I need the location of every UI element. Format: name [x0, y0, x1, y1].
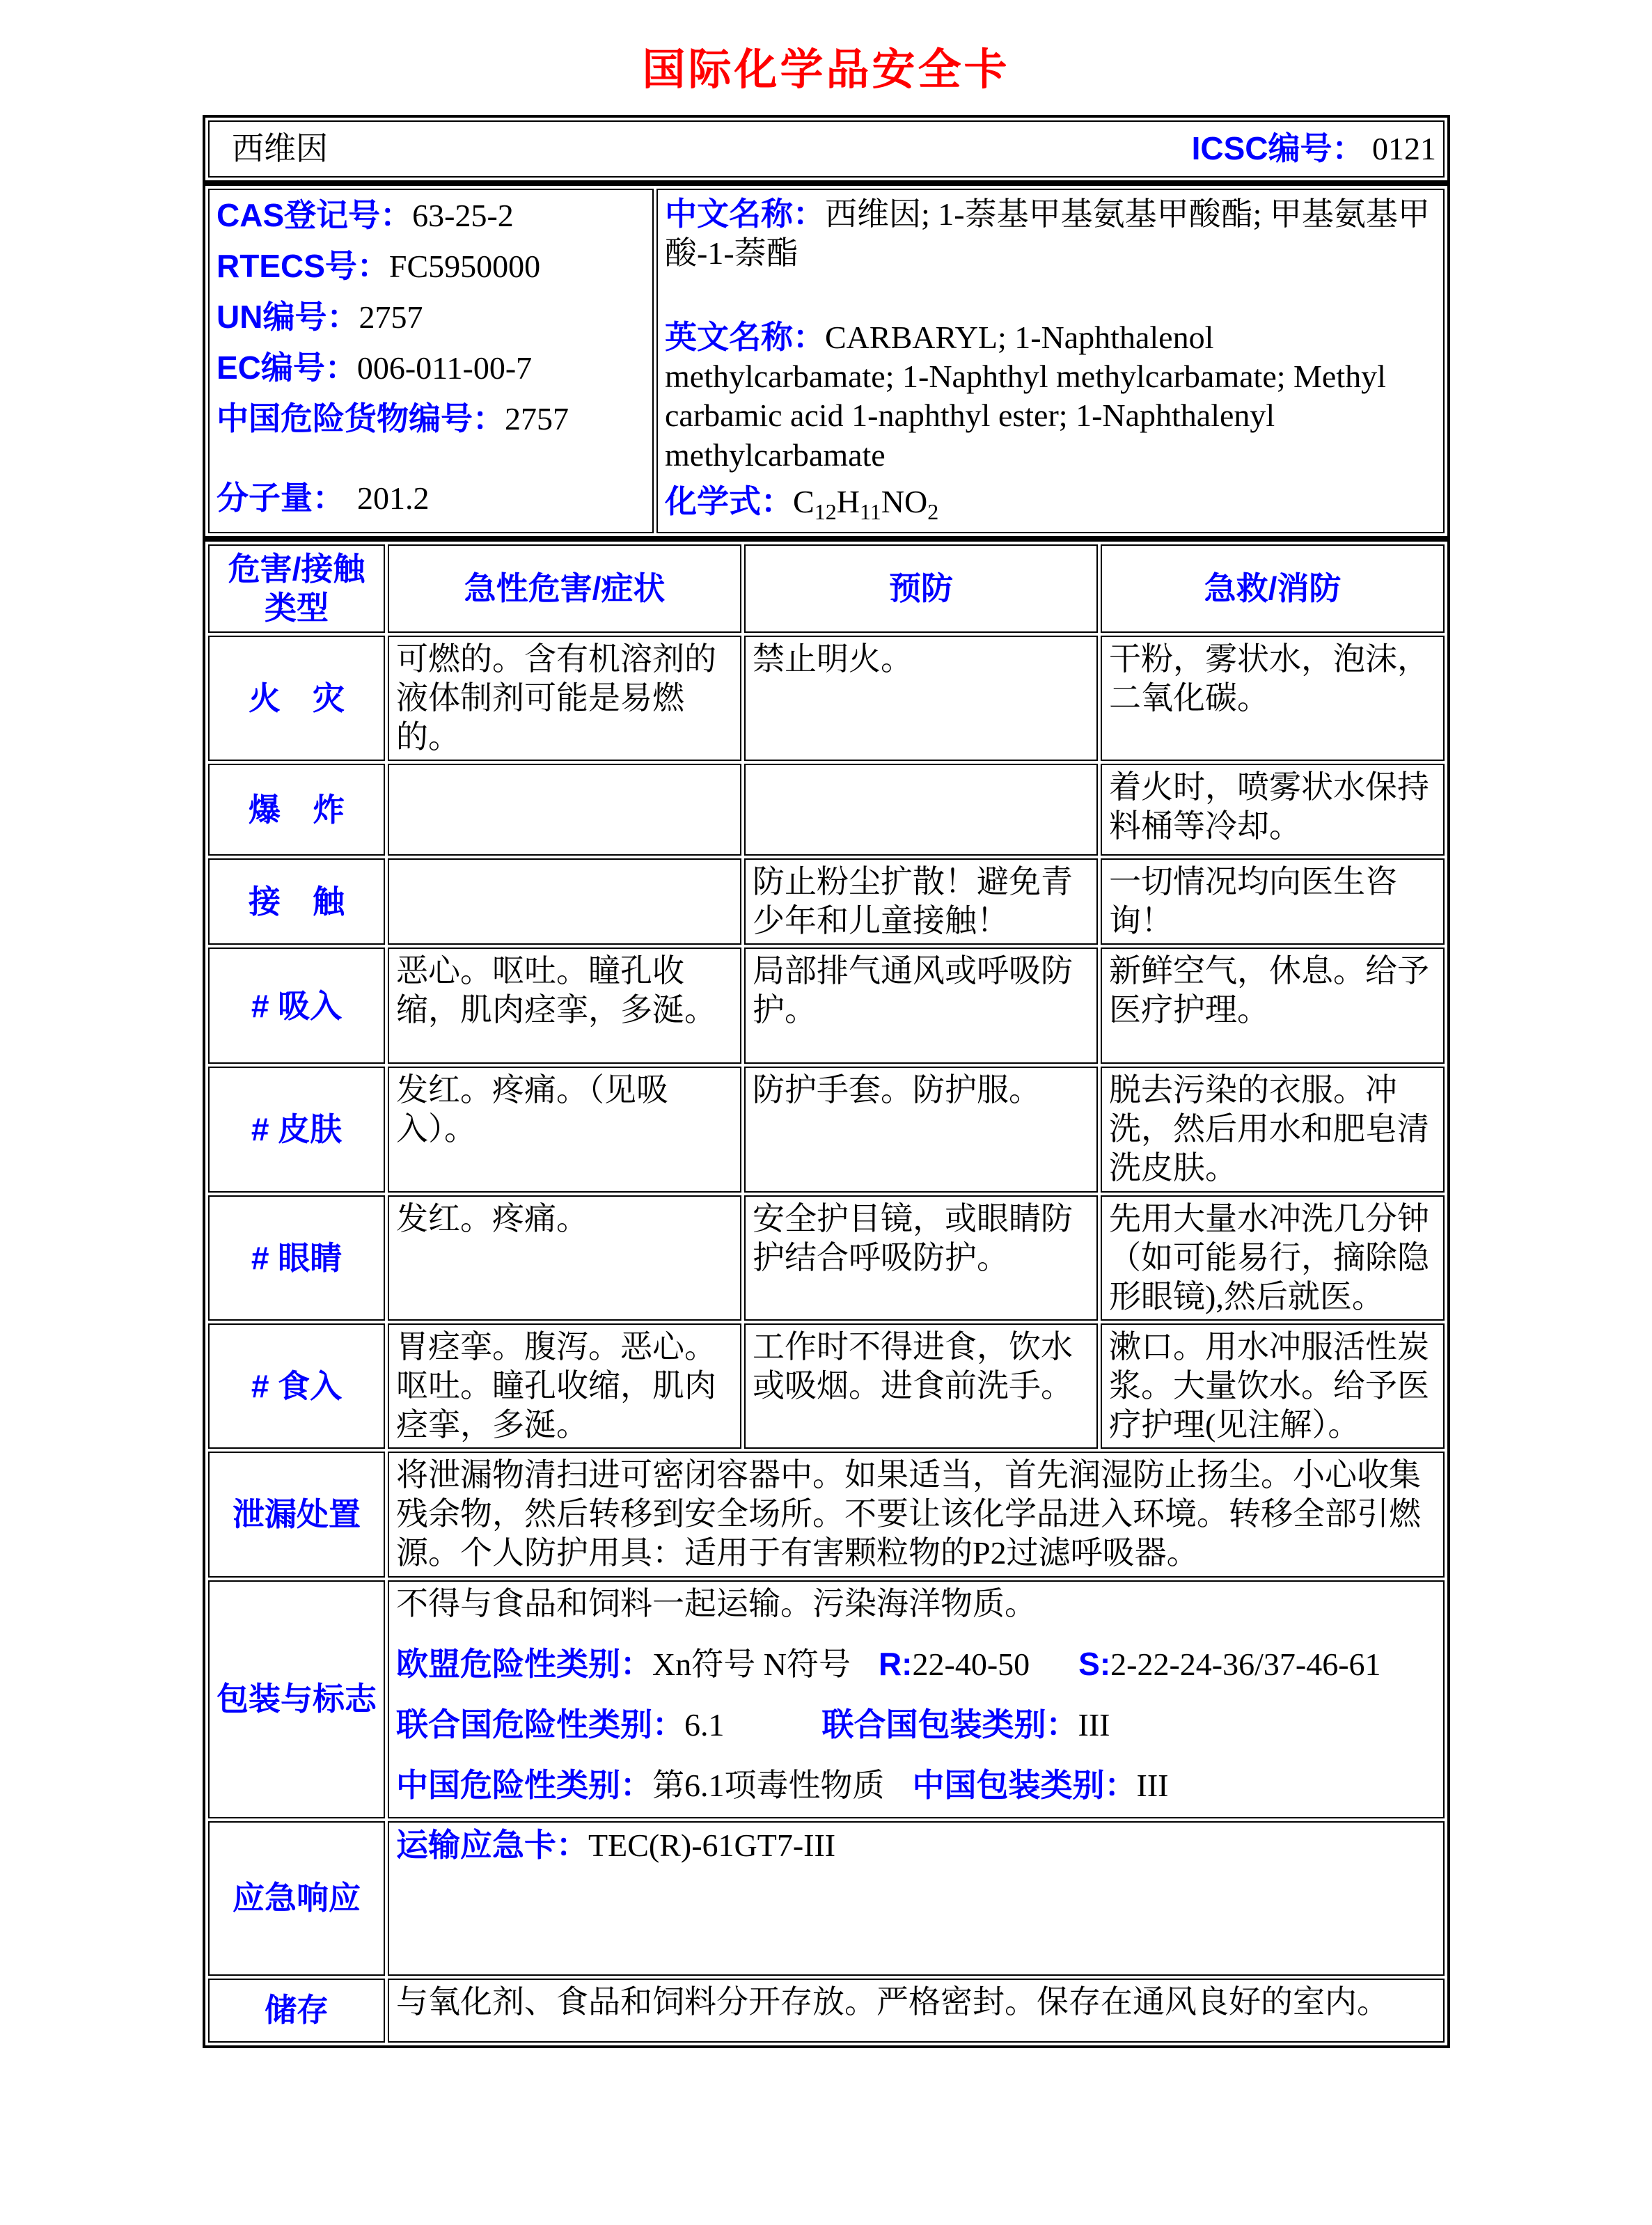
s-phrases-value: 2-22-24-36/37-46-61 [1110, 1646, 1381, 1682]
ingestion-symptoms: 胃痉挛。腹泻。恶心。呕吐。瞳孔收缩，肌肉痉挛，多涎。 [388, 1323, 741, 1449]
explosion-response: 着火时，喷雾状水保持料桶等冷却。 [1101, 764, 1445, 856]
storage-section [208, 1979, 1445, 2043]
spill-content: 将泄漏物清扫进可密闭容器中。如果适当，首先润湿防止扬尘。小心收集残余物，然后转移到安全场所。不要让该化学品进入环境。转移全部引燃源。个人防护用具：适用于有害颗粒物的P2过滤呼吸器。 [388, 1452, 1445, 1577]
header-prevention: 预防 [744, 544, 1098, 633]
row-label-skin: # 皮肤 [208, 1067, 385, 1192]
emergency-content [388, 1821, 1445, 1976]
inhalation-symptoms: 恶心。呕吐。瞳孔收缩，肌肉痉挛，多涎。 [388, 948, 741, 1064]
exposure-response: 一切情况均向医生咨询！ [1101, 858, 1445, 945]
hazard-row-inhalation [208, 948, 1445, 1064]
hazard-row-fire [208, 636, 1445, 761]
eyes-response: 先用大量水冲洗几分钟（如可能易行，摘除隐形眼镜),然后就医。 [1101, 1195, 1445, 1321]
field-value: 201.2 [357, 480, 430, 516]
header-first-aid: 急救/消防 [1101, 544, 1445, 633]
un-pack-label: 联合国包装类别： [821, 1706, 1078, 1743]
chinese-name [665, 194, 1436, 273]
hazard-row-eyes [208, 1195, 1445, 1321]
fire-response: 干粉，雾状水，泡沫，二氧化碳。 [1101, 636, 1445, 761]
field-label: RTECS号： [217, 248, 389, 285]
eu-symbols: Xn符号 N符号 [652, 1646, 851, 1682]
header-hazard-type: 危害/接触 类型 [208, 544, 385, 633]
names-cell [656, 189, 1445, 533]
english-name [665, 317, 1436, 474]
identification-section [203, 183, 1450, 539]
transport-card-value: TEC(R)-61GT7-III [588, 1827, 836, 1863]
id-field-cn-dangerous-goods [217, 399, 645, 439]
row-label-inhalation: # 吸入 [208, 948, 385, 1064]
eyes-symptoms: 发红。疼痛。 [388, 1195, 741, 1321]
id-field-ec [217, 348, 645, 388]
s-phrases-label: S: [1078, 1645, 1111, 1682]
field-label: EC编号： [217, 349, 357, 386]
chinese-name-value: 西维因; 1-萘基甲基氨基甲酸酯; 甲基氨基甲酸-1-萘酯 [665, 196, 1430, 272]
eu-class-label: 欧盟危险性类别： [396, 1645, 652, 1682]
skin-response: 脱去污染的衣服。冲洗，然后用水和肥皂清洗皮肤。 [1101, 1067, 1445, 1192]
r-phrases-label: R: [878, 1645, 913, 1682]
r-phrases-value: 22-40-50 [912, 1646, 1030, 1682]
icsc-number-group [1192, 129, 1436, 168]
formula-value: $C_{12}H_{11}NO_2$ [793, 483, 939, 524]
substance-name: 西维因 [232, 130, 328, 166]
field-value: 2757 [359, 299, 423, 336]
page-title: 国际化学品安全卡 [642, 46, 1010, 94]
packaging-eu-classification [396, 1644, 1436, 1684]
exposure-symptoms [388, 858, 741, 945]
row-label-emergency: 应急响应 [208, 1821, 385, 1976]
chinese-name-label: 中文名称： [665, 196, 825, 232]
cn-pack-label: 中国包装类别： [912, 1766, 1137, 1803]
field-value: FC5950000 [388, 249, 541, 285]
storage-content: 与氧化剂、食品和饲料分开存放。严格密封。保存在通风良好的室内。 [388, 1979, 1445, 2043]
cn-hazard-label: 中国危险性类别： [396, 1766, 652, 1803]
name-cell [208, 120, 1445, 178]
id-field-un [217, 297, 645, 337]
hazard-table [203, 539, 1450, 2048]
field-label: 分子量： [217, 479, 345, 516]
fire-prevention: 禁止明火。 [744, 636, 1098, 761]
field-label: 中国危险货物编号： [217, 400, 505, 437]
hazard-row-explosion [208, 764, 1445, 856]
packaging-un-classification [396, 1705, 1436, 1745]
id-field-rtecs [217, 246, 645, 286]
cn-hazard-value: 第6.1项毒性物质 [652, 1767, 885, 1803]
inhalation-response: 新鲜空气，休息。给予医疗护理。 [1101, 948, 1445, 1064]
icsc-value: 0121 [1372, 131, 1436, 167]
skin-prevention: 防护手套。防护服。 [744, 1067, 1098, 1192]
packaging-section [208, 1580, 1445, 1818]
hazard-row-skin [208, 1067, 1445, 1192]
ingestion-response: 漱口。用水冲服活性炭浆。大量饮水。给予医疗护理(见注解）。 [1101, 1323, 1445, 1449]
explosion-prevention [744, 764, 1098, 856]
english-name-value: CARBARYL; 1-Naphthalenol methylcarbamate; 1-Naphthyl methylcarbamate; Methyl carbamic acid 1-naphthyl ester; 1-Naphthalenyl methylcarbamate [665, 320, 1386, 473]
fire-symptoms: 可燃的。含有机溶剂的液体制剂可能是易燃的。 [388, 636, 741, 761]
packaging-content [388, 1580, 1445, 1818]
skin-symptoms: 发红。疼痛。（见吸入）。 [388, 1067, 741, 1192]
hazard-row-exposure [208, 858, 1445, 945]
field-label: UN编号： [217, 299, 359, 336]
name-section [203, 115, 1450, 183]
un-hazard-label: 联合国危险性类别： [396, 1706, 684, 1743]
cn-pack-value: III [1136, 1767, 1169, 1803]
id-field-molecular-weight [217, 478, 645, 518]
ingestion-prevention: 工作时不得进食，饮水或吸烟。进食前洗手。 [744, 1323, 1098, 1449]
eyes-prevention: 安全护目镜，或眼睛防护结合呼吸防护。 [744, 1195, 1098, 1321]
hazard-header-row [208, 544, 1445, 633]
explosion-symptoms [388, 764, 741, 856]
un-hazard-value: 6.1 [684, 1706, 725, 1743]
row-label-spill: 泄漏处置 [208, 1452, 385, 1577]
field-label: CAS登记号： [217, 197, 413, 233]
packaging-transport-note: 不得与食品和饲料一起运输。污染海洋物质。 [396, 1585, 1037, 1621]
field-value: 006-011-00-7 [356, 350, 533, 386]
row-label-eyes: # 眼睛 [208, 1195, 385, 1321]
safety-card [203, 115, 1450, 2048]
formula-label: 化学式： [665, 482, 793, 519]
un-pack-value: III [1078, 1706, 1110, 1743]
id-field-cas [217, 196, 645, 235]
transport-card-label: 运输应急卡： [396, 1826, 588, 1863]
english-name-label: 英文名称： [665, 319, 825, 356]
row-label-exposure: 接 触 [208, 858, 385, 945]
row-label-explosion: 爆 炸 [208, 764, 385, 856]
icsc-label: ICSC编号： [1191, 130, 1364, 167]
field-value: 63-25-2 [412, 198, 514, 233]
spill-section [208, 1452, 1445, 1577]
identifiers-cell [208, 189, 654, 533]
header-acute-symptoms: 急性危害/症状 [388, 544, 741, 633]
row-label-storage: 储存 [208, 1979, 385, 2043]
packaging-cn-classification [396, 1766, 1436, 1805]
row-label-fire: 火 灾 [208, 636, 385, 761]
row-label-ingestion: # 食入 [208, 1323, 385, 1449]
chemical-formula [665, 482, 1436, 526]
hazard-row-ingestion [208, 1323, 1445, 1449]
emergency-section [208, 1821, 1445, 1976]
row-label-packaging: 包装与标志 [208, 1580, 385, 1818]
field-value: 2757 [505, 401, 569, 437]
inhalation-prevention: 局部排气通风或呼吸防护。 [744, 948, 1098, 1064]
exposure-prevention: 防止粉尘扩散！避免青少年和儿童接触！ [744, 858, 1098, 945]
